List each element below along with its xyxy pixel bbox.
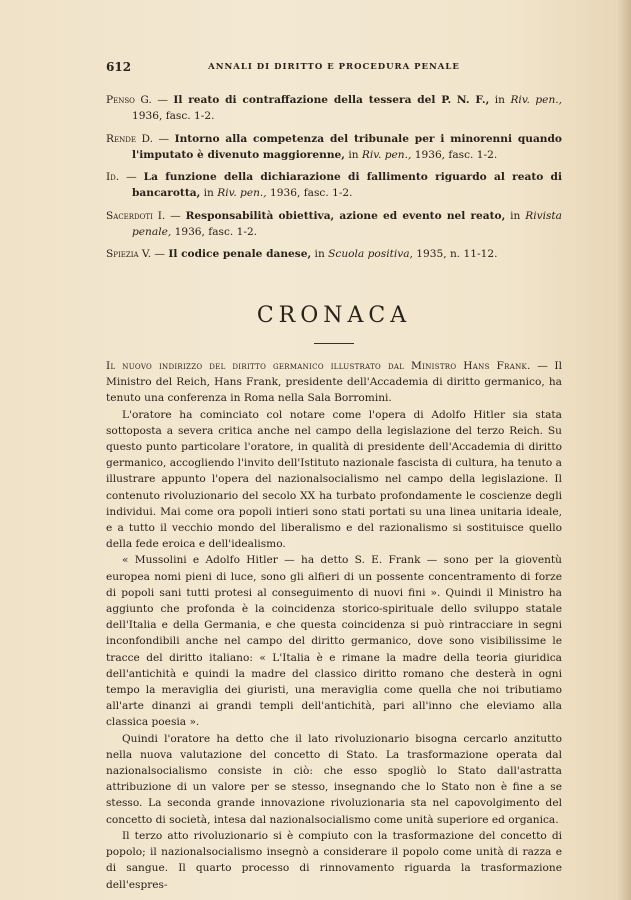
entry-post: 1936, fasc. 1-2. — [266, 187, 353, 200]
running-head — [106, 60, 562, 76]
bibliography-entry — [106, 92, 562, 125]
entry-post: 1935, n. 11-12. — [412, 248, 498, 261]
bibliography-entry — [106, 169, 562, 202]
article-paragraph: L'oratore ha cominciato col notare come l'opera di Adolfo Hitler sia stata sottoposta a severa critica anche nel campo della legislazione del terzo Reich. Su questo punto particolare l'oratore, in qualità di presidente dell'Accademia di diritto germanico, accogliendo l'invito dell'Istituto nazionale fascista di cultura, ha tenuto a illustrare appunto l'opera del nazionalsocialismo nel campo della legislazione. Il contenuto rivoluzionario del secolo XX ha turbato profondamente le coscienze degli individui. Mai come ora popoli intieri sono stati portati su una linea unitaria ideale, e a tutto il vecchio mondo del liberalismo e del razionalismo si sostituisce quello della fede eroica e dell'idealismo. — [106, 408, 562, 551]
article-paragraph: « Mussolini e Adolfo Hitler — ha detto S. E. Frank — sono per la gioventù europea nomi pieni di luce, sono gli alfieri di un possente concentramento di forze di popoli sani tutti protesi al conseguimento di nuovi fini ». Quindi il Ministro ha aggiunto che profonda è la coincidenza storico-spirituale dello sviluppo statale dell'Italia e della Germania, e che questa coincidenza si può rintracciare in segni inconfondibili anche nel campo del diritto germanico, dove sono visibilissime le tracce del diritto italiano: « L'Italia è e rimane la madre della teoria giuridica dell'antichità e quindi la madre del classico diritto romano che desterà in ogni tempo la meraviglia dei giuristi, una meraviglia come quella che noi tributiamo all'arte dinanzi ai grandi templi dell'antichità, pari all'inno che eleviamo alla classica poesia ». — [106, 554, 562, 729]
entry-title: Il codice penale danese, — [168, 248, 312, 261]
entry-title: Responsabilità obiettiva, azione ed evento nel reato, — [185, 209, 506, 222]
entry-author: Spiezia V. — [106, 248, 152, 261]
section-divider — [314, 343, 354, 344]
entry-author: Id. — [106, 171, 120, 184]
entry-author: Rende D. — [106, 132, 153, 145]
entry-post: 1936, fasc. 1-2. — [132, 110, 215, 123]
entry-title: La funzione della dichiarazione di fallimento riguardo al reato di bancarotta, — [132, 171, 562, 200]
page-number: 612 — [106, 60, 132, 74]
entry-title: Intorno alla competenza del tribunale per i minorenni quando l'imputato è divenuto maggiorenne, — [132, 132, 562, 161]
entry-author: Sacerdoti I. — [106, 209, 166, 222]
article-body — [106, 358, 562, 893]
entry-author: Penso G. — [106, 94, 152, 106]
entry-pre: in — [311, 248, 329, 261]
entry-source: Riv. pen., — [217, 187, 267, 200]
bibliography-list — [106, 92, 562, 269]
article-paragraph: Il terzo atto rivoluzionario si è compiuto con la trasformazione del concetto di popolo; il nazionalsocialismo insegnò a considerare il popolo come unità di razza e di sangue. Il quarto processo di rinnovamento riguarda la trasformazione dell'espres- — [106, 829, 562, 891]
article-paragraph: Quindi l'oratore ha detto che il lato rivoluzionario bisogna cercarlo anzitutto nella nuova valutazione del concetto di Stato. La trasformazione operata dal nazionalsocialismo consiste in ciò: che esso spogliò lo Stato dall'astratta attribuzione di un valore per se stesso, insegnando che lo Stato non è fine a se stesso. La seconda grande innovazione rivoluzionaria sta nel capovolgimento del concetto di società, intesa dal nazionalsocialismo come unità superiore ed organica. — [106, 732, 562, 826]
bibliography-entry — [106, 246, 562, 262]
entry-dash: — — [119, 171, 144, 184]
entry-post: 1936, fasc. 1-2. — [411, 148, 498, 161]
entry-title: Il reato di contraffazione della tessera del P. N. F., — [173, 94, 490, 106]
entry-source: Rivista penale, — [132, 209, 562, 239]
entry-pre: in — [344, 148, 362, 161]
entry-dash: — — [151, 248, 169, 261]
entry-pre: in — [505, 209, 526, 222]
bibliography-entry — [106, 131, 562, 164]
article-paragraph — [106, 358, 562, 407]
entry-source: Scuola positiva, — [328, 248, 413, 261]
entry-pre: in — [489, 94, 511, 106]
entry-post: 1936, fasc. 1-2. — [171, 226, 258, 239]
bibliography-entry — [106, 208, 562, 241]
entry-dash: — — [151, 94, 174, 106]
entry-source: Riv. pen., — [361, 148, 412, 161]
entry-dash: — — [152, 132, 175, 145]
paragraph-text: — Il Ministro del Reich, Hans Frank, presidente dell'Accademia di diritto germanico, ha tenuto una conferenza in Roma nella Sala Borromini. — [106, 360, 562, 405]
page-edge-shadow — [617, 0, 631, 900]
entry-source: Riv. pen., — [510, 94, 563, 106]
section-title: CRONACA — [256, 303, 412, 328]
entry-dash: — — [165, 209, 186, 222]
journal-title: ANNALI DI DIRITTO E PROCEDURA PENALE — [208, 62, 460, 72]
article-heading: Il nuovo indirizzo del diritto germanico illustrato dal Ministro Hans Frank. — [106, 360, 531, 372]
entry-pre: in — [200, 187, 218, 200]
